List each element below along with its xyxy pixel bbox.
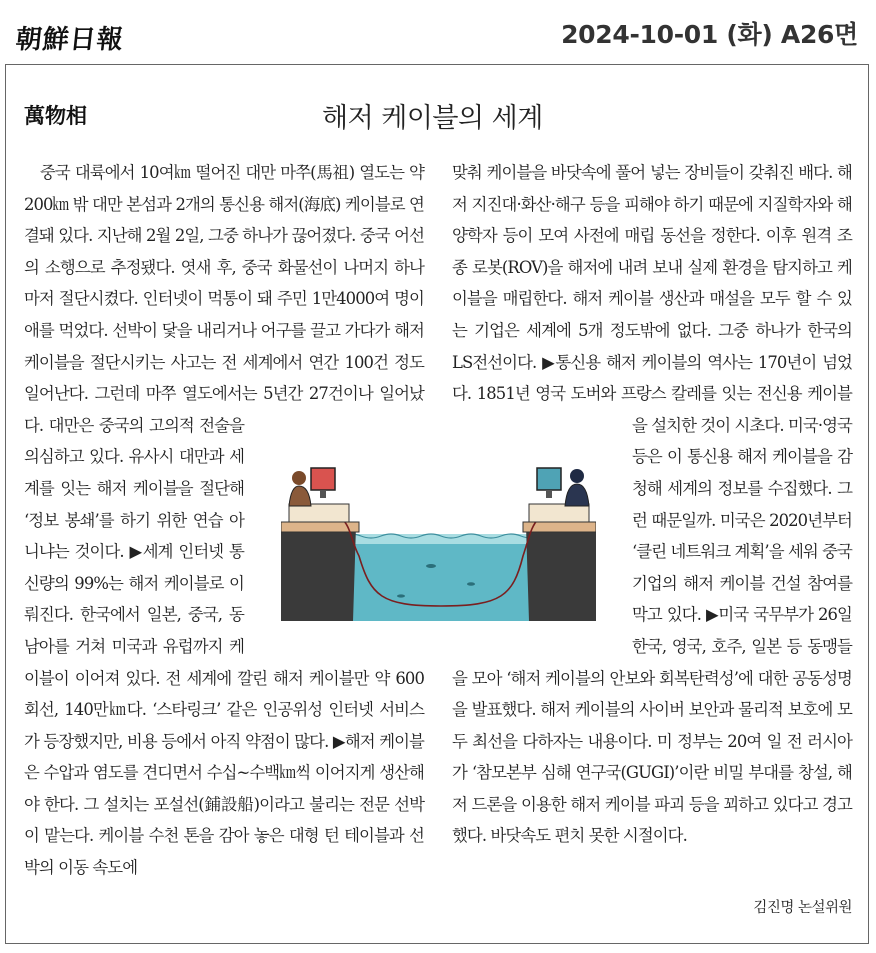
- sea: [341, 534, 541, 621]
- column-name: 萬物相: [24, 103, 87, 128]
- left-cliff: [281, 526, 356, 621]
- body-text-right: 맞춰 케이블을 바닷속에 풀어 넣는 장비들이 갖춰진 배다. 해저 지진대·화산·해구 등을 피해야 하기 때문에 지질학자와 해양학자 등이 모여 사전에 매립 동선을 정한다. 이후 원격 조종 로봇(ROV)을 해저에 내려 보내 실제 환경을 탐지하고 케이블을 매립한다. 해저 케이블 생산과 매설을 모두 할 수 있는 기업은 세계에 5개 정도밖에 없다. 그중 하나가 한국의 LS전선이다. ▶통신용 해저 케이블의 역사는 170년이 넘었다. 1851년 영국 도버와 프랑스 칼레를 잇는 전신용 케이블을 설치한 것이 시초다. 미국·영국 등은 이 통신용 해저 케이블을 감청해 세계의 정보를 수집했다. 그런 때문일까. 미국은 2020년부터 ‘클린 네트워크 계획’을 세워 중국 기업의 해저 케이블 건설 참여를 막고 있다. ▶미국 국무부가 26일 한국, 영국, 호주, 일본 등 동맹들을 모아 ‘해저 케이블의 안보와 회복탄력성’에 대한 공동성명을 발표했다. 해저 케이블의 사이버 보안과 물리적 보호에 모두 최선을 다하자는 내용이다. 미 정부는 20여 일 전 러시아가 ‘참모본부 심해 연구국(GUGI)’이란 비밀 부대를 창설, 해저 드론을 이용한 해저 케이블 파괴 등을 꾀하고 있다고 경고했다. 바닷속도 편치 못한 시절이다.: [452, 163, 852, 846]
- body-text-left: 중국 대륙에서 10여㎞ 떨어진 대만 마쭈(馬祖) 열도는 약 200㎞ 밖 대만 본섬과 2개의 통신용 해저(海底) 케이블로 연결돼 있다. 지난해 2월 2일, 그중 하나가 끊어졌다. 중국 어선의 소행으로 추정됐다. 엿새 후, 중국 화물선이 나머지 하나마저 절단시켰다. 인터넷이 먹통이 돼 주민 1만4000여 명이 애를 먹었다. 선박이 닻을 내리거나 어구를 끌고 가다가 해저 케이블을 절단시키는 사고는 전 세계에서 연간 100건 정도 일어난다. 그런데 마쭈 열도에서는 5년간 27건이나 일어났다. 대만은 중국의 고의적 전술을 의심하고 있다. 유사시 대만과 세계를 잇는 해저 케이블을 절단해 ‘정보 봉쇄’를 하기 위한 연습 아니냐는 것이다. ▶세계 인터넷 통신량의 99%는 해저 케이블로 이뤄진다. 한국에서 일본, 중국, 동남아를 거쳐 미국과 유럽까지 케이블이 이어져 있다. 전 세계에 깔린 해저 케이블만 약 600회선, 140만㎞다. ‘스타링크’ 같은 인공위성 인터넷 서비스가 등장했지만, 비용 등에서 아직 약점이 많다. ▶해저 케이블은 수압과 염도를 견디면서 수십~수백㎞씩 이어지게 생산해야 한다. 그 설치는 포설선(鋪設船)이라고 불리는 전문 선박이 맡는다. 케이블 수천 톤을 감아 놓은 대형 턴 테이블과 선박의 이동 속도에: [24, 163, 424, 878]
- issue-date: 2024-10-01 (화) A26면: [561, 20, 858, 49]
- headline: 해저 케이블의 세계: [322, 103, 543, 134]
- newspaper-logo: 朝鮮日報: [14, 25, 126, 55]
- right-cliff: [526, 526, 596, 621]
- cable-illustration: [281, 446, 596, 621]
- byline: 김진명 논설위원: [753, 900, 852, 916]
